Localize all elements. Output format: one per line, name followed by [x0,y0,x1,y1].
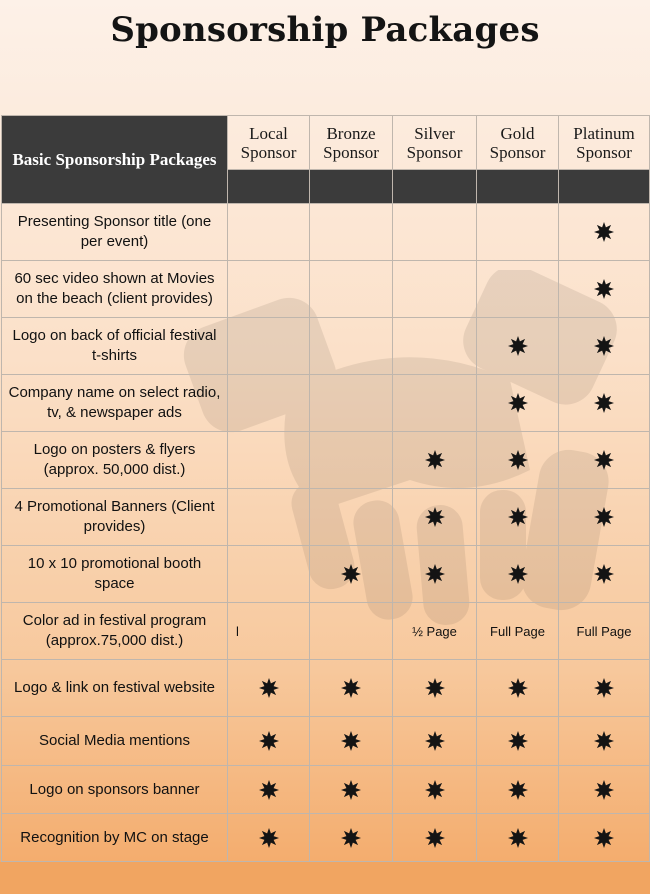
star-burst-icon [508,508,528,523]
feature-label: Recognition by MC on stage [2,814,228,862]
empty-cell [228,204,310,261]
corner-header: Basic Sponsorship Packages [2,116,228,204]
empty-cell [393,375,477,432]
included-cell [559,660,650,717]
tier-header-platinum: Platinum Sponsor [559,116,650,170]
table-row [2,318,650,375]
included-cell [310,766,393,814]
star-burst-icon [594,565,614,580]
star-burst-icon [425,508,445,523]
table-row [2,766,650,814]
empty-cell [477,261,559,318]
table-row [2,375,650,432]
star-burst-icon [594,781,614,796]
empty-cell [228,546,310,603]
star-burst-icon [508,451,528,466]
star-burst-icon [425,829,445,844]
star-burst-icon [341,781,361,796]
star-burst-icon [508,337,528,352]
included-cell [477,660,559,717]
tier-header-band [228,170,310,204]
included-cell [393,489,477,546]
feature-label: 60 sec video shown at Movies on the beach (client provides) [2,261,228,318]
empty-cell [393,318,477,375]
included-cell [393,717,477,766]
table-row [2,489,650,546]
empty-cell [228,318,310,375]
feature-label: Logo & link on festival website [2,660,228,717]
tier-header-bronze: Bronze Sponsor [310,116,393,170]
star-burst-icon [341,679,361,694]
table-row [2,717,650,766]
star-burst-icon [508,565,528,580]
empty-cell [228,375,310,432]
star-burst-icon [425,781,445,796]
empty-cell [310,318,393,375]
included-cell [310,814,393,862]
feature-label: Color ad in festival program (approx.75,000 dist.) [2,603,228,660]
star-burst-icon [508,394,528,409]
star-burst-icon [594,508,614,523]
star-burst-icon [594,679,614,694]
star-burst-icon [341,565,361,580]
empty-cell [477,204,559,261]
table-row [2,432,650,489]
included-cell [477,489,559,546]
star-burst-icon [259,732,279,747]
value-cell: ½ Page [393,603,477,660]
empty-cell [310,204,393,261]
tier-header-silver: Silver Sponsor [393,116,477,170]
included-cell [559,717,650,766]
star-burst-icon [594,451,614,466]
table-row [2,603,650,660]
included-cell [228,766,310,814]
empty-cell [228,432,310,489]
star-burst-icon [594,732,614,747]
table-body [2,204,650,862]
bottom-band [0,862,650,894]
included-cell [477,318,559,375]
empty-cell [310,261,393,318]
included-cell [559,489,650,546]
tier-header-band [310,170,393,204]
included-cell [559,814,650,862]
tier-header-band [477,170,559,204]
empty-cell [310,603,393,660]
included-cell [310,546,393,603]
star-burst-icon [594,223,614,238]
star-burst-icon [425,679,445,694]
included-cell [393,432,477,489]
tier-header-local: Local Sponsor [228,116,310,170]
included-cell [393,814,477,862]
included-cell [559,261,650,318]
included-cell [477,375,559,432]
star-burst-icon [594,394,614,409]
empty-cell [228,261,310,318]
star-burst-icon [425,565,445,580]
tier-header-band [393,170,477,204]
empty-cell [310,375,393,432]
feature-label: 10 x 10 promotional booth space [2,546,228,603]
star-burst-icon [508,679,528,694]
feature-label: Presenting Sponsor title (one per event) [2,204,228,261]
empty-cell [310,489,393,546]
feature-label: Logo on posters & flyers (approx. 50,000 dist.) [2,432,228,489]
star-burst-icon [425,451,445,466]
feature-label: Logo on back of official festival t-shirts [2,318,228,375]
star-burst-icon [259,781,279,796]
included-cell [559,432,650,489]
star-burst-icon [594,280,614,295]
included-cell [393,766,477,814]
included-cell [559,766,650,814]
star-burst-icon [594,337,614,352]
feature-label: Logo on sponsors banner [2,766,228,814]
feature-label: 4 Promotional Banners (Client provides) [2,489,228,546]
included-cell [310,660,393,717]
empty-cell [393,204,477,261]
star-burst-icon [508,781,528,796]
included-cell [477,432,559,489]
included-cell [228,660,310,717]
sponsorship-table [1,115,650,862]
value-cell: Full Page [559,603,650,660]
included-cell [477,546,559,603]
table-row [2,814,650,862]
value-cell: l [228,603,310,660]
empty-cell [310,432,393,489]
included-cell [559,204,650,261]
included-cell [393,660,477,717]
included-cell [228,814,310,862]
empty-cell [393,261,477,318]
value-cell: Full Page [477,603,559,660]
empty-cell [228,489,310,546]
tier-header-band [559,170,650,204]
included-cell [477,766,559,814]
table-row [2,660,650,717]
included-cell [559,318,650,375]
included-cell [559,375,650,432]
feature-label: Social Media mentions [2,717,228,766]
star-burst-icon [594,829,614,844]
included-cell [477,717,559,766]
star-burst-icon [259,679,279,694]
table-row [2,546,650,603]
included-cell [559,546,650,603]
included-cell [393,546,477,603]
star-burst-icon [425,732,445,747]
page-title: Sponsorship Packages [110,10,540,50]
table-row [2,204,650,261]
star-burst-icon [341,732,361,747]
star-burst-icon [259,829,279,844]
star-burst-icon [508,829,528,844]
included-cell [228,717,310,766]
tier-header-gold: Gold Sponsor [477,116,559,170]
star-burst-icon [341,829,361,844]
feature-label: Company name on select radio, tv, & newspaper ads [2,375,228,432]
included-cell [477,814,559,862]
included-cell [310,717,393,766]
table-row [2,261,650,318]
star-burst-icon [508,732,528,747]
